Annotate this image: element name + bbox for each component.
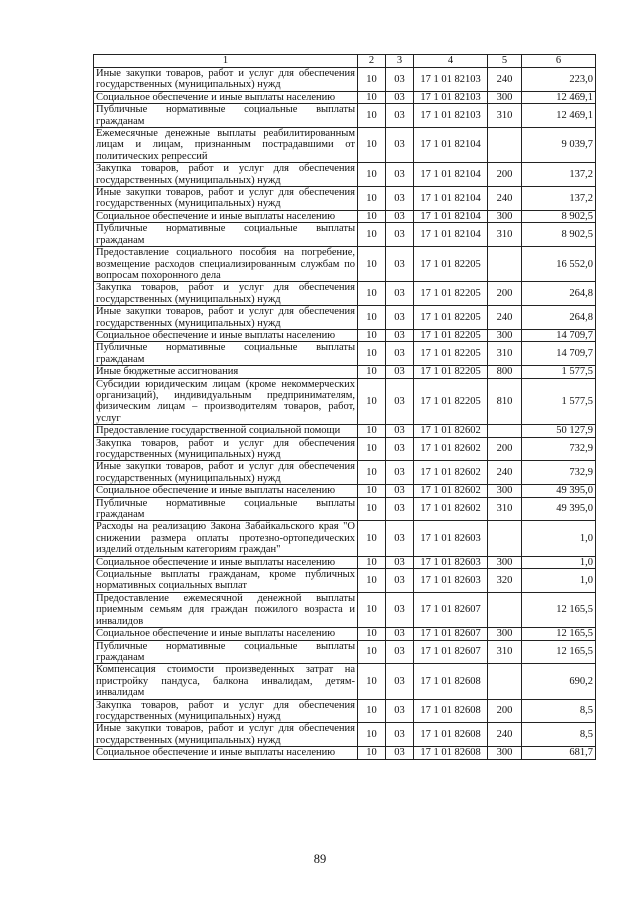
table-row [94,128,596,163]
cell-name: Социальное обеспечение и иные выплаты населению [94,556,358,568]
cell-subsection: 03 [386,592,414,627]
cell-target-article: 17 1 01 82205 [414,306,488,330]
col-header-amount: 6 [522,55,596,68]
cell-amount: 8 902,5 [522,210,596,222]
table-row [94,91,596,103]
cell-amount: 8 902,5 [522,223,596,247]
table-row [94,329,596,341]
cell-target-article: 17 1 01 82603 [414,556,488,568]
table-row [94,628,596,640]
cell-amount: 12 165,5 [522,592,596,627]
cell-target-article: 17 1 01 82104 [414,223,488,247]
cell-subsection: 03 [386,628,414,640]
cell-target-article: 17 1 01 82607 [414,628,488,640]
cell-expense-type: 310 [488,223,522,247]
cell-name: Предоставление государственной социальной помощи [94,425,358,437]
cell-expense-type: 300 [488,747,522,759]
table-body [94,68,596,760]
cell-subsection: 03 [386,210,414,222]
table-row [94,664,596,699]
cell-name: Социальное обеспечение и иные выплаты населению [94,210,358,222]
table-row [94,187,596,211]
cell-amount: 732,9 [522,461,596,485]
cell-subsection: 03 [386,425,414,437]
cell-expense-type: 310 [488,342,522,366]
cell-amount: 49 395,0 [522,497,596,521]
cell-section: 10 [358,437,386,461]
cell-amount: 223,0 [522,68,596,92]
cell-expense-type: 240 [488,187,522,211]
cell-subsection: 03 [386,366,414,378]
cell-section: 10 [358,247,386,282]
table-row [94,461,596,485]
cell-amount: 16 552,0 [522,247,596,282]
cell-section: 10 [358,592,386,627]
cell-expense-type: 240 [488,723,522,747]
table-row [94,723,596,747]
cell-subsection: 03 [386,329,414,341]
cell-expense-type: 320 [488,569,522,593]
cell-amount: 12 165,5 [522,640,596,664]
cell-expense-type: 310 [488,497,522,521]
cell-subsection: 03 [386,282,414,306]
cell-subsection: 03 [386,640,414,664]
cell-section: 10 [358,378,386,425]
cell-section: 10 [358,163,386,187]
cell-subsection: 03 [386,223,414,247]
cell-name: Социальное обеспечение и иные выплаты населению [94,485,358,497]
cell-amount: 12 165,5 [522,628,596,640]
cell-name: Предоставление ежемесячной денежной выплаты приемным семьям для граждан пожилого возраста и инвалидов [94,592,358,627]
cell-name: Публичные нормативные социальные выплаты гражданам [94,497,358,521]
cell-target-article: 17 1 01 82603 [414,569,488,593]
cell-amount: 732,9 [522,437,596,461]
cell-subsection: 03 [386,342,414,366]
cell-expense-type [488,521,522,556]
cell-name: Социальное обеспечение и иные выплаты населению [94,628,358,640]
cell-section: 10 [358,640,386,664]
cell-target-article: 17 1 01 82205 [414,366,488,378]
cell-amount: 12 469,1 [522,104,596,128]
cell-subsection: 03 [386,187,414,211]
cell-name: Социальное обеспечение и иные выплаты населению [94,91,358,103]
cell-subsection: 03 [386,699,414,723]
cell-amount: 1,0 [522,556,596,568]
cell-target-article: 17 1 01 82602 [414,437,488,461]
cell-expense-type: 200 [488,699,522,723]
cell-section: 10 [358,210,386,222]
cell-subsection: 03 [386,306,414,330]
cell-amount: 8,5 [522,723,596,747]
cell-expense-type: 200 [488,163,522,187]
cell-name: Иные закупки товаров, работ и услуг для обеспечения государственных (муниципальных) нужд [94,723,358,747]
cell-target-article: 17 1 01 82104 [414,210,488,222]
cell-target-article: 17 1 01 82205 [414,247,488,282]
table-row [94,592,596,627]
cell-target-article: 17 1 01 82607 [414,592,488,627]
cell-expense-type: 810 [488,378,522,425]
cell-target-article: 17 1 01 82205 [414,282,488,306]
cell-name: Компенсация стоимости произведенных затрат на пристройку пандуса, балкона инвалидам, детям-инвалидам [94,664,358,699]
cell-section: 10 [358,128,386,163]
cell-name: Закупка товаров, работ и услуг для обеспечения государственных (муниципальных) нужд [94,282,358,306]
cell-target-article: 17 1 01 82603 [414,521,488,556]
cell-section: 10 [358,104,386,128]
cell-amount: 137,2 [522,187,596,211]
cell-target-article: 17 1 01 82602 [414,497,488,521]
cell-target-article: 17 1 01 82103 [414,68,488,92]
cell-target-article: 17 1 01 82205 [414,378,488,425]
cell-section: 10 [358,329,386,341]
table-row [94,223,596,247]
cell-subsection: 03 [386,68,414,92]
cell-target-article: 17 1 01 82602 [414,461,488,485]
col-header-target-article: 4 [414,55,488,68]
cell-expense-type: 310 [488,104,522,128]
cell-section: 10 [358,569,386,593]
cell-subsection: 03 [386,163,414,187]
cell-section: 10 [358,282,386,306]
cell-subsection: 03 [386,723,414,747]
table-row [94,556,596,568]
cell-subsection: 03 [386,664,414,699]
cell-subsection: 03 [386,556,414,568]
cell-subsection: 03 [386,104,414,128]
cell-name: Социальные выплаты гражданам, кроме публичных нормативных социальных выплат [94,569,358,593]
cell-subsection: 03 [386,91,414,103]
table-row [94,163,596,187]
cell-target-article: 17 1 01 82205 [414,342,488,366]
cell-section: 10 [358,91,386,103]
cell-subsection: 03 [386,521,414,556]
cell-target-article: 17 1 01 82608 [414,747,488,759]
cell-section: 10 [358,461,386,485]
cell-amount: 50 127,9 [522,425,596,437]
cell-expense-type: 200 [488,437,522,461]
table-row [94,521,596,556]
cell-expense-type: 240 [488,68,522,92]
cell-section: 10 [358,747,386,759]
cell-subsection: 03 [386,247,414,282]
cell-section: 10 [358,723,386,747]
cell-name: Закупка товаров, работ и услуг для обеспечения государственных (муниципальных) нужд [94,163,358,187]
cell-section: 10 [358,223,386,247]
cell-section: 10 [358,306,386,330]
cell-subsection: 03 [386,485,414,497]
cell-subsection: 03 [386,747,414,759]
table-row [94,569,596,593]
cell-section: 10 [358,556,386,568]
cell-section: 10 [358,187,386,211]
table-row [94,68,596,92]
table-row [94,282,596,306]
cell-subsection: 03 [386,569,414,593]
cell-section: 10 [358,485,386,497]
cell-name: Субсидии юридическим лицам (кроме некоммерческих организаций), индивидуальным предпринимателям, физическим лицам – производителям товаров, работ, услуг [94,378,358,425]
cell-name: Расходы на реализацию Закона Забайкальского края "О снижении размера оплаты протезно-ортопедических изделий отдельным категориям граждан" [94,521,358,556]
table-row [94,306,596,330]
cell-expense-type [488,128,522,163]
cell-expense-type [488,664,522,699]
col-header-expense-type: 5 [488,55,522,68]
cell-target-article: 17 1 01 82608 [414,664,488,699]
cell-amount: 1,0 [522,521,596,556]
cell-target-article: 17 1 01 82608 [414,699,488,723]
cell-amount: 14 709,7 [522,329,596,341]
table-row [94,699,596,723]
cell-section: 10 [358,699,386,723]
col-header-subsection: 3 [386,55,414,68]
cell-expense-type: 300 [488,556,522,568]
cell-amount: 12 469,1 [522,91,596,103]
table-row [94,366,596,378]
cell-section: 10 [358,68,386,92]
cell-section: 10 [358,628,386,640]
col-header-section: 2 [358,55,386,68]
cell-expense-type: 310 [488,640,522,664]
cell-target-article: 17 1 01 82602 [414,425,488,437]
cell-expense-type: 240 [488,306,522,330]
cell-amount: 14 709,7 [522,342,596,366]
cell-amount: 681,7 [522,747,596,759]
table-row [94,210,596,222]
cell-name: Иные закупки товаров, работ и услуг для обеспечения государственных (муниципальных) нужд [94,187,358,211]
cell-expense-type: 200 [488,282,522,306]
cell-name: Иные закупки товаров, работ и услуг для обеспечения государственных (муниципальных) нужд [94,306,358,330]
cell-subsection: 03 [386,497,414,521]
cell-expense-type [488,425,522,437]
cell-expense-type: 300 [488,485,522,497]
cell-expense-type: 800 [488,366,522,378]
cell-amount: 1 577,5 [522,366,596,378]
cell-name: Публичные нормативные социальные выплаты гражданам [94,342,358,366]
cell-amount: 9 039,7 [522,128,596,163]
table-row [94,247,596,282]
cell-subsection: 03 [386,437,414,461]
cell-target-article: 17 1 01 82608 [414,723,488,747]
cell-name: Закупка товаров, работ и услуг для обеспечения государственных (муниципальных) нужд [94,437,358,461]
cell-expense-type [488,247,522,282]
table-row [94,425,596,437]
cell-expense-type: 300 [488,210,522,222]
cell-section: 10 [358,497,386,521]
cell-target-article: 17 1 01 82205 [414,329,488,341]
cell-subsection: 03 [386,461,414,485]
cell-target-article: 17 1 01 82607 [414,640,488,664]
cell-name: Публичные нормативные социальные выплаты гражданам [94,104,358,128]
budget-table [93,54,596,760]
table-header-row [94,55,596,68]
table-row [94,497,596,521]
cell-target-article: 17 1 01 82103 [414,91,488,103]
table-row [94,485,596,497]
cell-amount: 137,2 [522,163,596,187]
cell-name: Иные закупки товаров, работ и услуг для обеспечения государственных (муниципальных) нужд [94,461,358,485]
table-row [94,378,596,425]
page-number: 89 [313,852,327,866]
cell-target-article: 17 1 01 82103 [414,104,488,128]
cell-amount: 264,8 [522,282,596,306]
table-row [94,747,596,759]
col-header-name: 1 [94,55,358,68]
cell-section: 10 [358,664,386,699]
cell-expense-type [488,592,522,627]
cell-name: Ежемесячные денежные выплаты реабилитированным лицам и лицам, признанным пострадавшими от политических репрессий [94,128,358,163]
cell-subsection: 03 [386,378,414,425]
cell-amount: 8,5 [522,699,596,723]
cell-amount: 49 395,0 [522,485,596,497]
table-row [94,640,596,664]
cell-target-article: 17 1 01 82104 [414,163,488,187]
table-row [94,104,596,128]
cell-expense-type: 300 [488,91,522,103]
cell-expense-type: 300 [488,329,522,341]
cell-amount: 1,0 [522,569,596,593]
cell-target-article: 17 1 01 82602 [414,485,488,497]
cell-target-article: 17 1 01 82104 [414,128,488,163]
cell-name: Иные закупки товаров, работ и услуг для обеспечения государственных (муниципальных) нужд [94,68,358,92]
cell-subsection: 03 [386,128,414,163]
cell-section: 10 [358,521,386,556]
cell-name: Публичные нормативные социальные выплаты гражданам [94,223,358,247]
cell-amount: 690,2 [522,664,596,699]
cell-name: Социальное обеспечение и иные выплаты населению [94,329,358,341]
cell-section: 10 [358,342,386,366]
cell-amount: 1 577,5 [522,378,596,425]
cell-section: 10 [358,366,386,378]
cell-target-article: 17 1 01 82104 [414,187,488,211]
cell-amount: 264,8 [522,306,596,330]
cell-name: Иные бюджетные ассигнования [94,366,358,378]
table-row [94,437,596,461]
cell-name: Социальное обеспечение и иные выплаты населению [94,747,358,759]
cell-section: 10 [358,425,386,437]
cell-expense-type: 300 [488,628,522,640]
table-row [94,342,596,366]
cell-expense-type: 240 [488,461,522,485]
cell-name: Закупка товаров, работ и услуг для обеспечения государственных (муниципальных) нужд [94,699,358,723]
cell-name: Предоставление социального пособия на погребение, возмещение расходов специализированным службам по вопросам похоронного дела [94,247,358,282]
cell-name: Публичные нормативные социальные выплаты гражданам [94,640,358,664]
